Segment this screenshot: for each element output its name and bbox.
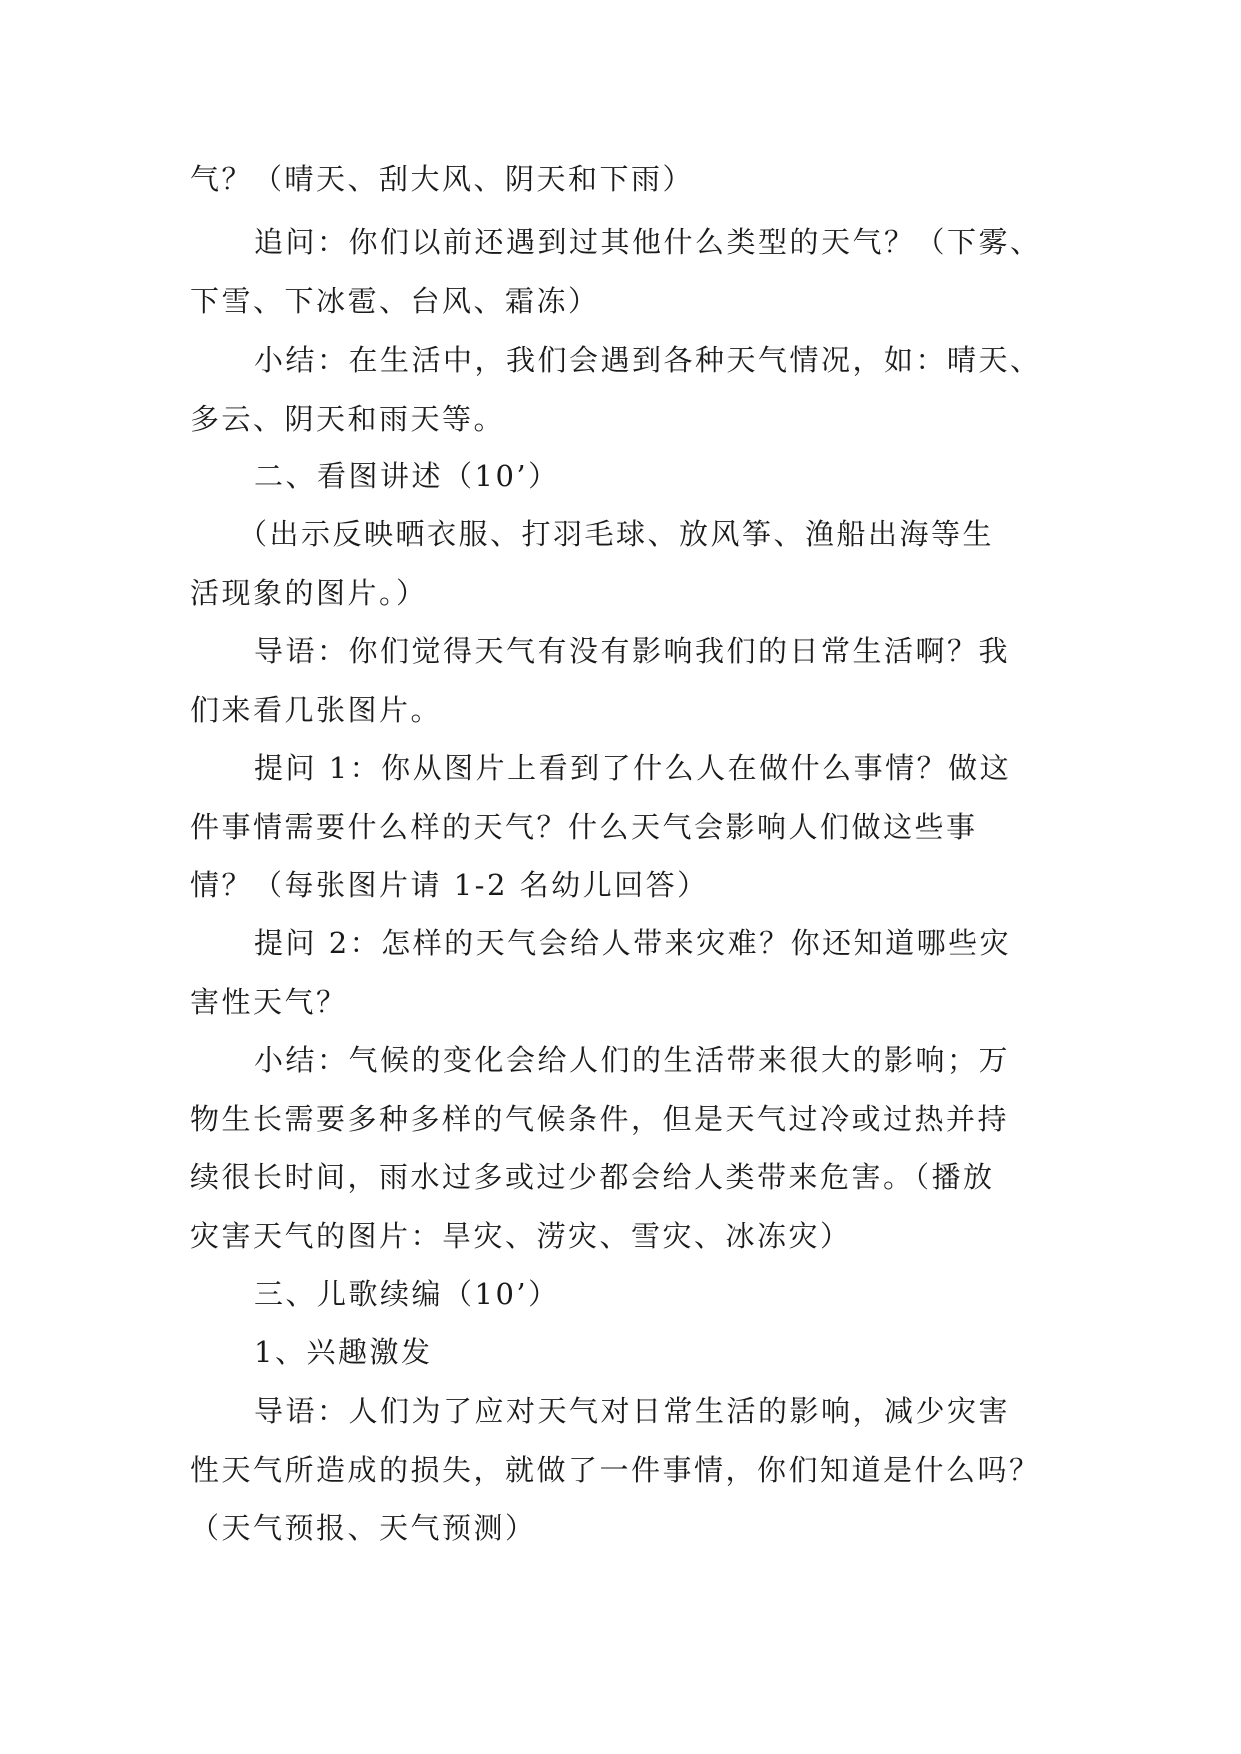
text-line: 提问 1：你从图片上看到了什么人在做什么事情？做这 xyxy=(254,751,1012,785)
paragraph-question-1 xyxy=(190,739,1070,915)
heading-subsection-1 xyxy=(190,1323,1070,1382)
text-line: 物生长需要多种多样的气候条件，但是天气过冷或过热并持 xyxy=(190,1101,1010,1136)
text-line: 三、儿歌续编（10’） xyxy=(254,1277,560,1311)
paragraph-intro-2 xyxy=(190,1382,1070,1558)
text-line: 小结：在生活中，我们会遇到各种天气情况，如：晴天、 xyxy=(254,343,1042,377)
text-line: 们来看几张图片。 xyxy=(190,692,443,727)
text-line: 情？（每张图片请 1-2 名幼儿回答） xyxy=(190,868,709,902)
text-line: 二、看图讲述（10’） xyxy=(254,459,560,493)
text-line: （天气预报、天气预测） xyxy=(190,1511,537,1545)
text-line: 性天气所造成的损失，就做了一件事情，你们知道是什么吗？ xyxy=(190,1452,1041,1487)
text-line: 下雪、下冰雹、台风、霜冻） xyxy=(190,283,600,318)
text-line: 小结：气候的变化会给人们的生活带来很大的影响；万 xyxy=(254,1043,1011,1077)
text-line: 活现象的图片。） xyxy=(190,575,428,610)
paragraph-weather-answer xyxy=(190,150,1070,209)
text-line: 提问 2：怎样的天气会给人带来灾难？你还知道哪些灾 xyxy=(254,926,1012,960)
paragraph-follow-up-question xyxy=(190,213,1070,330)
text-line: （出示反映晒衣服、打羽毛球、放风筝、渔船出海等生 xyxy=(238,517,995,551)
heading-section-2 xyxy=(190,447,1070,506)
text-line: 多云、阴天和雨天等。 xyxy=(190,401,506,436)
heading-section-3 xyxy=(190,1265,1070,1324)
text-line: 件事情需要什么样的天气？什么天气会影响人们做这些事 xyxy=(190,809,978,844)
text-line: 1、兴趣激发 xyxy=(254,1335,433,1369)
paragraph-intro-1 xyxy=(190,622,1070,739)
paragraph-question-2 xyxy=(190,914,1070,1031)
text-line: 导语：人们为了应对天气对日常生活的影响，减少灾害 xyxy=(254,1394,1011,1428)
text-line: 气？（晴天、刮大风、阴天和下雨） xyxy=(190,162,695,196)
text-line: 导语：你们觉得天气有没有影响我们的日常生活啊？我 xyxy=(254,634,1011,668)
paragraph-show-pictures xyxy=(190,505,1070,622)
paragraph-summary-1 xyxy=(190,331,1070,448)
text-line: 续很长时间，雨水过多或过少都会给人类带来危害。（播放 xyxy=(190,1160,995,1194)
paragraph-summary-2 xyxy=(190,1031,1070,1265)
text-line: 追问：你们以前还遇到过其他什么类型的天气？（下雾、 xyxy=(254,225,1042,259)
text-line: 灾害天气的图片：旱灾、涝灾、雪灾、冰冻灾） xyxy=(190,1218,852,1253)
text-line: 害性天气？ xyxy=(190,984,348,1019)
